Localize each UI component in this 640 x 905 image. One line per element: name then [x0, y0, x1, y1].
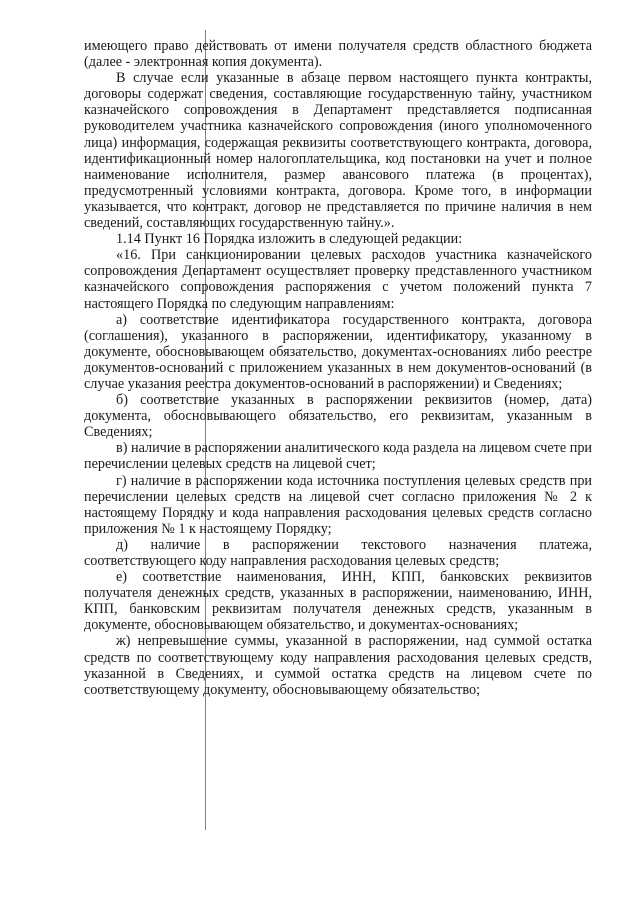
paragraph: ж) непревышение суммы, указанной в распоряжении, над суммой остатка средств по соответствующему коду направления расходования целевых средств, указанной в Сведениях, и суммой остатка средств на лицевом счете по соответствующему документу, обосновывающему обязательство; — [84, 633, 592, 698]
paragraph: д) наличие в распоряжении текстового назначения платежа, соответствующего коду направления расходования целевых средств; — [84, 536, 592, 569]
paragraph: «16. При санкционировании целевых расходов участника казначейского сопровождения Департамент осуществляет проверку представленного участником казначейского сопровождения распоряжения с учетом положений пункта 7 настоящего Порядка по следующим направлениям: — [84, 247, 592, 312]
paragraph: б) соответствие указанных в распоряжении реквизитов (номер, дата) документа, обосновывающего обязательство, его реквизитам, указанным в Сведениях; — [84, 392, 592, 441]
paragraph: имеющего право действовать от имени получателя средств областного бюджета (далее - электронная копия документа). — [84, 38, 592, 71]
paragraph: 1.14 Пункт 16 Порядка изложить в следующей редакции: — [116, 231, 463, 248]
paragraph: В случае если указанные в абзаце первом настоящего пункта контракты, договоры содержат сведения, составляющие государственную тайну, участником казначейского сопровождения в Департамент представляется подписанная руководителем участника казначейского сопровождения (иного уполномоченного лица) информация, содержащая реквизиты соответствующего контракта, договора, идентификационный номер налогоплательщика, код постановки на учет и полное наименование исполнителя, размер авансового платежа (в процентах), предусмотренный условиями контракта, договора. Кроме того, в информации указывается, что контракт, договор не представляется по причине наличия в нем сведений, составляющих государственную тайну.». — [84, 70, 592, 232]
paragraph: в) наличие в распоряжении аналитического кода раздела на лицевом счете при перечислении целевых средств на лицевой счет; — [84, 440, 592, 473]
document-body — [84, 38, 592, 698]
paragraph: г) наличие в распоряжении кода источника поступления целевых средств при перечислении целевых средств на лицевой счет согласно приложения № 2 к настоящему Порядку и кода направления расходования целевых средств согласно приложения № 1 к настоящему Порядку; — [84, 472, 592, 537]
paragraph: е) соответствие наименования, ИНН, КПП, банковских реквизитов получателя денежных средств, указанных в распоряжении, наименованию, ИНН, КПП, банковским реквизитам получателя денежных средств, указанным в документе, обосновывающем обязательство, и документах-основаниях; — [84, 569, 592, 634]
paragraph: а) соответствие идентификатора государственного контракта, договора (соглашения), указанного в распоряжении, идентификатору, указанному в документе, обосновывающем обязательство, документах-основаниях либо реестре документов-оснований с приложением указанных в нем документов-оснований (в случае указания реестра документов-оснований в распоряжении) и Сведениях; — [84, 311, 592, 392]
